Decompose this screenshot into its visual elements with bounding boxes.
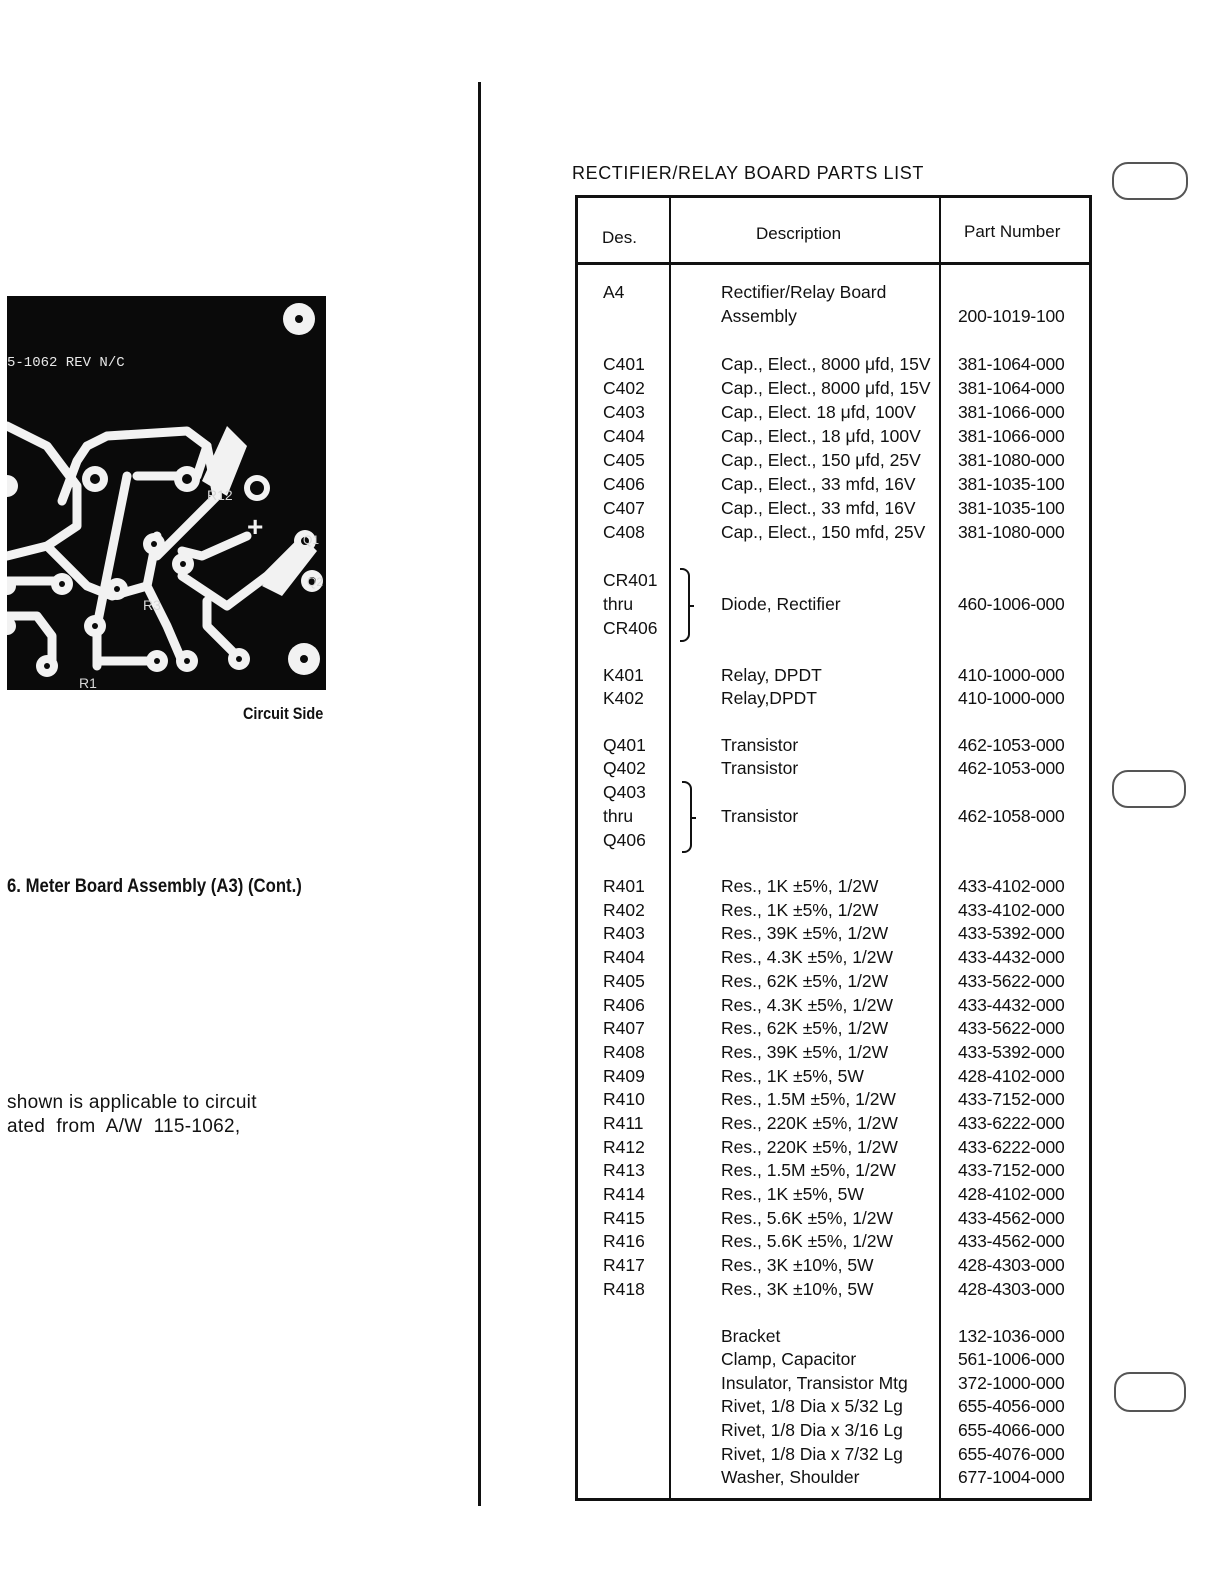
table-row [578,756,1089,780]
description-cell: Transistor [721,758,799,778]
part-number-cell: 381-1035-100 [958,498,1065,518]
designator-cell: Q406 [603,830,646,850]
description-cell: Cap., Elect., 8000 μfd, 15V [721,378,931,398]
description-cell: Transistor [721,806,799,826]
table-row [578,969,1089,993]
part-number-cell: 428-4102-000 [958,1184,1065,1204]
part-number-cell: 655-4056-000 [958,1396,1065,1416]
table-row [578,1277,1089,1301]
designator-cell: R409 [603,1066,645,1086]
part-number-cell: 462-1053-000 [958,735,1065,755]
part-number-cell: 372-1000-000 [958,1373,1065,1393]
table-row [578,1111,1089,1135]
header-part-number: Part Number [964,222,1061,241]
designator-cell: R405 [603,971,645,991]
description-cell: Washer, Shoulder [721,1467,860,1487]
part-number-cell: 433-7152-000 [958,1160,1065,1180]
pcb-artwork-label: 5-1062 REV N/C [7,355,125,371]
description-cell: Res., 1K ±5%, 1/2W [721,900,879,920]
binder-ring [1112,162,1188,200]
circuit-board-photo [7,296,326,690]
description-cell: Res., 62K ±5%, 1/2W [721,1018,889,1038]
header-des: Des. [602,228,637,247]
designator-cell: R402 [603,900,645,920]
designator-cell: R403 [603,923,645,943]
part-number-cell: 433-4102-000 [958,876,1065,896]
description-cell: Cap., Elect., 150 mfd, 25V [721,522,926,542]
designator-cell: R401 [603,876,645,896]
description-cell: Assembly [721,306,797,326]
part-number-cell: 410-1000-000 [958,665,1065,685]
table-row [578,1418,1089,1442]
description-cell: Cap., Elect., 150 μfd, 25V [721,450,921,470]
part-number-cell: 428-4303-000 [958,1279,1065,1299]
brace-cr401-cr406 [680,568,690,642]
description-cell: Rivet, 1/8 Dia x 5/32 Lg [721,1396,903,1416]
part-number-cell: 381-1064-000 [958,378,1065,398]
pcb-label-plus: + [247,511,264,542]
description-cell: Res., 3K ±10%, 5W [721,1279,874,1299]
description-cell: Res., 3K ±10%, 5W [721,1255,874,1275]
table-row [578,472,1089,496]
description-cell: Rectifier/Relay Board [721,282,887,302]
brace-q403-q406 [682,781,692,853]
description-cell: Res., 39K ±5%, 1/2W [721,1042,889,1062]
part-number-cell: 462-1053-000 [958,758,1065,778]
part-number-cell: 428-4102-000 [958,1066,1065,1086]
designator-cell: R407 [603,1018,645,1038]
designator-cell: R408 [603,1042,645,1062]
description-cell: Rivet, 1/8 Dia x 7/32 Lg [721,1444,903,1464]
designator-cell: CR401 [603,570,658,590]
designator-cell: Q402 [603,758,646,778]
table-row [578,1253,1089,1277]
pcb-label-r1: R1 [79,675,97,690]
designator-cell: Q401 [603,735,646,755]
header-description: Description [756,224,842,243]
table-row [578,568,1089,592]
designator-cell: C404 [603,426,645,446]
description-cell: Res., 62K ±5%, 1/2W [721,971,889,991]
description-cell: Res., 5.6K ±5%, 1/2W [721,1231,894,1251]
part-number-cell: 433-4432-000 [958,995,1065,1015]
designator-cell: R404 [603,947,645,967]
designator-cell: C403 [603,402,645,422]
designator-cell: R417 [603,1255,645,1275]
table-row [578,376,1089,400]
description-cell: Res., 1K ±5%, 1/2W [721,876,879,896]
note-line: shown is applicable to circuit [7,1092,257,1113]
designator-cell: R413 [603,1160,645,1180]
table-row [578,663,1089,687]
part-number-cell: 655-4076-000 [958,1444,1065,1464]
table-row [578,1135,1089,1159]
table-row [578,1040,1089,1064]
parts-table [575,195,1092,1501]
part-number-cell: 381-1080-000 [958,522,1065,542]
description-cell: Cap., Elect., 18 μfd, 100V [721,426,921,446]
table-row [578,1158,1089,1182]
designator-cell: K401 [603,665,644,685]
table-row [578,780,1089,804]
part-number-cell: 433-5392-000 [958,923,1065,943]
table-row [578,1324,1089,1348]
table-row [578,1182,1089,1206]
header-divider [578,262,1089,265]
table-row [578,874,1089,898]
part-number-cell: 655-4066-000 [958,1420,1065,1440]
part-number-cell: 433-5392-000 [958,1042,1065,1062]
part-number-cell: 433-4562-000 [958,1208,1065,1228]
part-number-cell: 433-6222-000 [958,1113,1065,1133]
part-number-cell: 433-4102-000 [958,900,1065,920]
description-cell: Cap., Elect., 8000 μfd, 15V [721,354,931,374]
part-number-cell: 561-1006-000 [958,1349,1065,1369]
table-row [578,1064,1089,1088]
designator-cell: R410 [603,1089,645,1109]
part-number-cell: 433-4432-000 [958,947,1065,967]
description-cell: Transistor [721,735,799,755]
designator-cell: C408 [603,522,645,542]
description-cell: Bracket [721,1326,781,1346]
part-number-cell: 381-1035-100 [958,474,1065,494]
note-line: ated from A/W 115-1062, [7,1116,241,1137]
table-row [578,352,1089,376]
table-row [578,898,1089,922]
designator-cell: R418 [603,1279,645,1299]
description-cell: Res., 4.3K ±5%, 1/2W [721,947,894,967]
part-number-cell: 410-1000-000 [958,688,1065,708]
table-row [578,828,1089,852]
description-cell: Relay,DPDT [721,688,817,708]
pcb-label-r3: R3 [143,597,161,613]
section-heading: 6. Meter Board Assembly (A3) (Cont.) [7,876,302,897]
pcb-caption: Circuit Side [243,704,324,723]
table-row [578,1347,1089,1371]
part-number-cell: 433-7152-000 [958,1089,1065,1109]
binder-ring [1112,770,1186,808]
designator-cell: C406 [603,474,645,494]
designator-cell: R412 [603,1137,645,1157]
designator-cell: Q403 [603,782,646,802]
table-row [578,1229,1089,1253]
description-cell: Res., 5.6K ±5%, 1/2W [721,1208,894,1228]
table-row [578,280,1089,304]
part-number-cell: 381-1066-000 [958,426,1065,446]
parts-list-title: RECTIFIER/RELAY BOARD PARTS LIST [572,163,924,183]
designator-cell: R415 [603,1208,645,1228]
description-cell: Cap., Elect., 33 mfd, 16V [721,474,916,494]
description-cell: Res., 220K ±5%, 1/2W [721,1113,898,1133]
table-row [578,496,1089,520]
table-row [578,1442,1089,1466]
table-row [578,1206,1089,1230]
designator-cell: R416 [603,1231,645,1251]
description-cell: Cap., Elect. 18 μfd, 100V [721,402,916,422]
description-cell: Res., 1.5M ±5%, 1/2W [721,1089,896,1109]
part-number-cell: 433-5622-000 [958,1018,1065,1038]
pcb-label-q1: Q1 [303,533,320,547]
designator-cell: R411 [603,1113,644,1133]
table-row [578,993,1089,1017]
table-row [578,1087,1089,1111]
table-row [578,1465,1089,1489]
description-cell: Res., 1K ±5%, 5W [721,1184,864,1204]
designator-cell: C402 [603,378,645,398]
part-number-cell: 381-1080-000 [958,450,1065,470]
description-cell: Relay, DPDT [721,665,822,685]
designator-cell: R406 [603,995,645,1015]
designator-cell: C405 [603,450,645,470]
note-text [7,1091,257,1139]
description-cell: Rivet, 1/8 Dia x 3/16 Lg [721,1420,903,1440]
table-row [578,921,1089,945]
part-number-cell: 200-1019-100 [958,306,1065,326]
table-row [578,424,1089,448]
pcb-label-q2: Q2 [307,575,324,589]
part-number-cell: 460-1006-000 [958,594,1065,614]
table-row [578,1371,1089,1395]
table-row [578,592,1089,616]
table-row [578,520,1089,544]
table-row [578,1016,1089,1040]
table-row [578,733,1089,757]
designator-cell: C407 [603,498,645,518]
designator-cell: CR406 [603,618,658,638]
table-row [578,686,1089,710]
designator-cell: thru [603,594,634,614]
description-cell: Insulator, Transistor Mtg [721,1373,908,1393]
part-number-cell: 433-6222-000 [958,1137,1065,1157]
part-number-cell: 462-1058-000 [958,806,1065,826]
table-row [578,1394,1089,1418]
description-cell: Res., 4.3K ±5%, 1/2W [721,995,894,1015]
table-row [578,804,1089,828]
table-row [578,616,1089,640]
pcb-label-r12: R12 [207,487,233,503]
binder-ring [1114,1372,1186,1412]
page-divider [478,82,481,1506]
table-row [578,304,1089,328]
designator-cell: K402 [603,688,644,708]
description-cell: Res., 1K ±5%, 5W [721,1066,864,1086]
designator-cell: R414 [603,1184,645,1204]
table-row [578,945,1089,969]
designator-cell: thru [603,806,634,826]
designator-cell: A4 [603,282,625,302]
description-cell: Res., 39K ±5%, 1/2W [721,923,889,943]
part-number-cell: 433-5622-000 [958,971,1065,991]
designator-cell: C401 [603,354,645,374]
table-row [578,400,1089,424]
description-cell: Clamp, Capacitor [721,1349,857,1369]
part-number-cell: 428-4303-000 [958,1255,1065,1275]
description-cell: Diode, Rectifier [721,594,841,614]
table-row [578,448,1089,472]
description-cell: Cap., Elect., 33 mfd, 16V [721,498,916,518]
part-number-cell: 381-1066-000 [958,402,1065,422]
description-cell: Res., 1.5M ±5%, 1/2W [721,1160,896,1180]
part-number-cell: 677-1004-000 [958,1467,1065,1487]
part-number-cell: 381-1064-000 [958,354,1065,374]
part-number-cell: 433-4562-000 [958,1231,1065,1251]
description-cell: Res., 220K ±5%, 1/2W [721,1137,898,1157]
part-number-cell: 132-1036-000 [958,1326,1065,1346]
